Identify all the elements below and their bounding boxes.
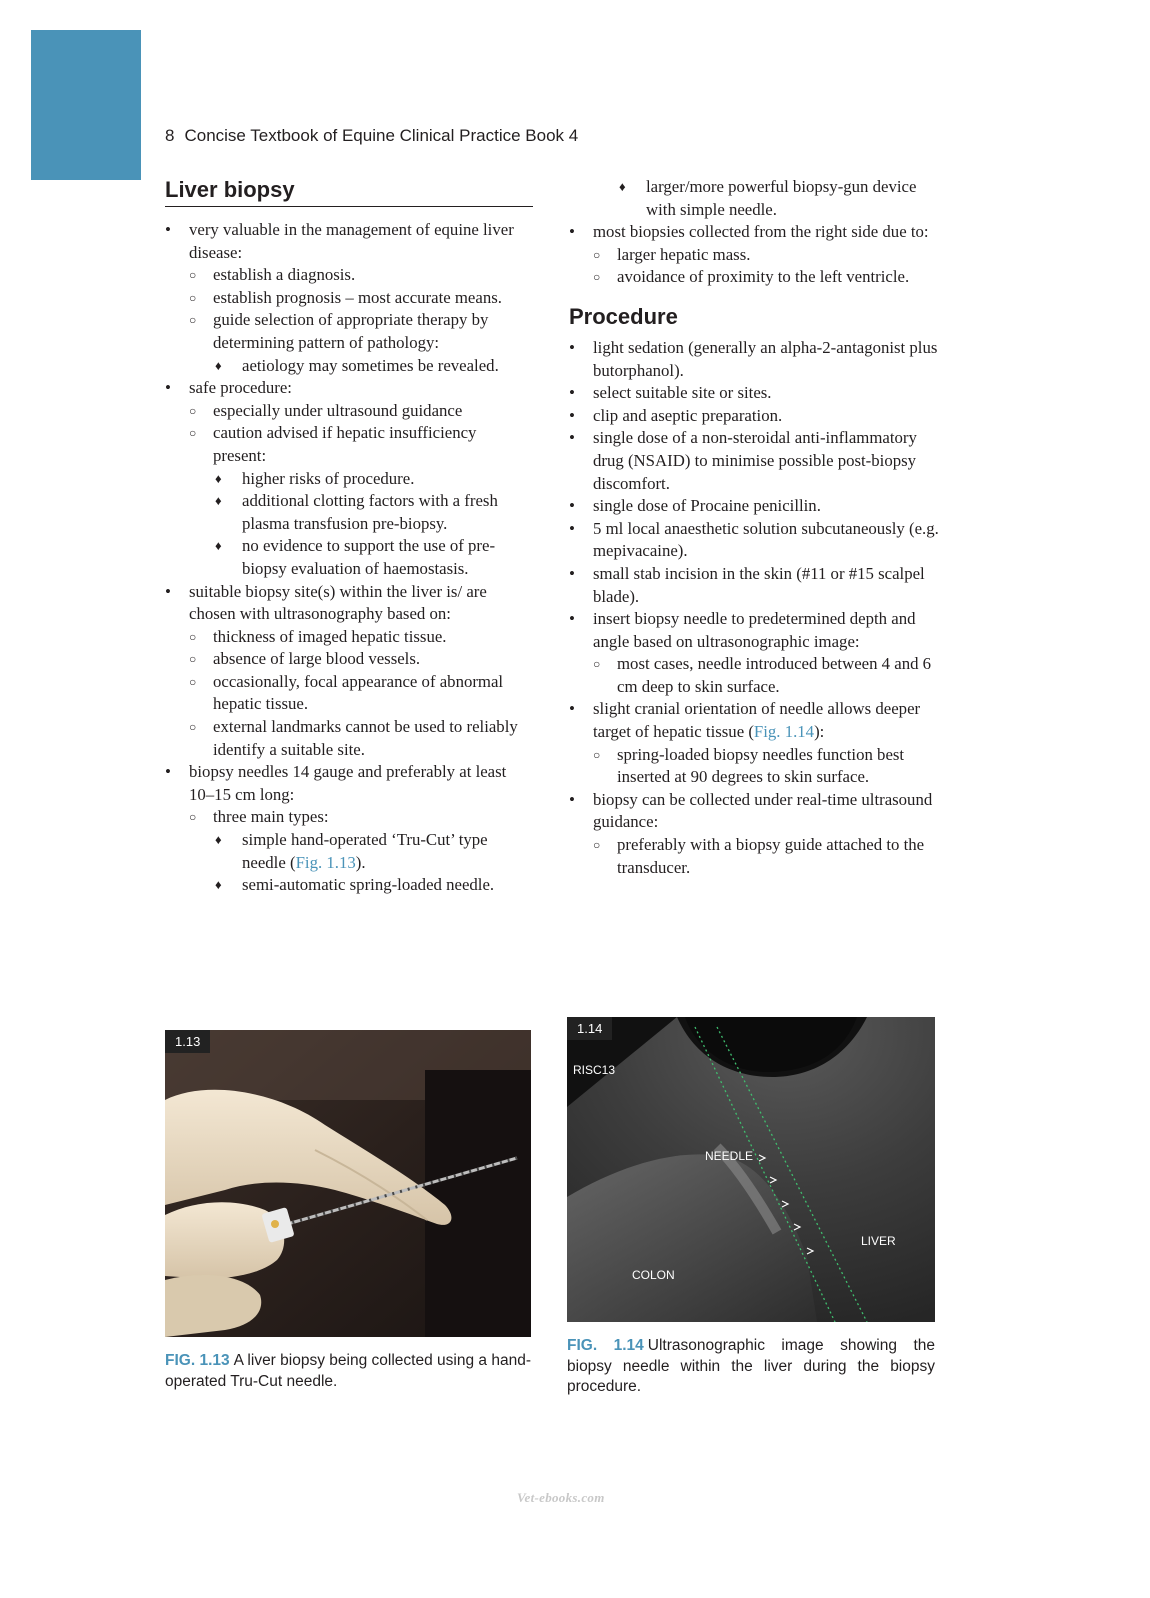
list-item: • 5 ml local anaesthetic solution subcutaneously (e.g. mepivacaine). [569,518,949,563]
section-title-procedure: Procedure [569,303,678,329]
list-item: ○ occasionally, focal appearance of abnormal hepatic tissue. [189,671,533,716]
list-item: ♦ higher risks of procedure. [213,468,533,491]
list-item: ○ most cases, needle introduced between 4 and 6 cm deep to skin surface. [593,653,949,698]
list-item: ♦ aetiology may sometimes be revealed. [213,355,533,378]
list-item: ○ especially under ultrasound guidance [189,400,533,423]
caption-figure-number: FIG. 1.13 [165,1352,230,1369]
list-item: ○ three main types: ♦ simple hand-operated ‘Tru-Cut’ type needle (Fig. 1.13). ♦ semi-automatic spring-loaded needle. [189,806,533,896]
fig-1-13-link[interactable]: Fig. 1.13 [295,852,356,872]
figure-1-14-caption [567,1336,935,1398]
list-item: • biopsy needles 14 gauge and preferably at least 10–15 cm long: ○ three main types: ♦ simple hand-operated ‘Tru-Cut’ type needle (Fig. 1.13). ♦ semi-automatic spring-loaded needle. [165,761,533,897]
list-item: • light sedation (generally an alpha-2-antagonist plus butorphanol). [569,337,949,382]
list-item: ○ preferably with a biopsy guide attached to the transducer. [593,834,949,879]
list-item: • safe procedure: ○ especially under ultrasound guidance ○ caution advised if hepatic insufficiency present: ♦ higher risks of procedure. ♦ additional clotting factors with a fresh plasma transfusion pre-biopsy. ♦ no evidence to support the use of pre-biopsy evaluation of haemostasis. [165,377,533,580]
list-item: ○ thickness of imaged hepatic tissue. [189,626,533,649]
list-item: • single dose of Procaine penicillin. [569,495,949,518]
list-item: ○ external landmarks cannot be used to reliably identify a suitable site. [189,716,533,761]
liver-label: LIVER [861,1234,896,1248]
list-item: ○ absence of large blood vessels. [189,648,533,671]
figure-1-13-photo [165,1030,531,1337]
list-item: ○ larger hepatic mass. [593,244,949,267]
figure-label: 1.13 [165,1030,210,1053]
list-item: • most biopsies collected from the right side due to: ○ larger hepatic mass. ○ avoidance of proximity to the left ventricle. [569,221,949,289]
list-item: ♦ larger/more powerful biopsy-gun device with simple needle. [617,176,949,221]
procedure-list [569,337,949,879]
book-title: Concise Textbook of Equine Clinical Practice Book 4 [184,126,579,145]
continued-list [569,176,949,221]
figure-1-13-caption [165,1351,531,1392]
caption-text: A liver biopsy being collected using a hand-operated Tru-Cut needle. [165,1352,531,1390]
right-column [569,176,949,879]
list-item: ○ caution advised if hepatic insufficiency present: ♦ higher risks of procedure. ♦ additional clotting factors with a fresh plasma transfusion pre-biopsy. ♦ no evidence to support the use of pre-biopsy evaluation of haemostasis. [189,422,533,580]
watermark-logo: Vet-ebooks.com [517,1490,605,1505]
list-item: ○ avoidance of proximity to the left ventricle. [593,266,949,289]
section-title-liver-biopsy: Liver biopsy [165,176,533,207]
page-number: 8 [165,126,175,145]
list-item: • small stab incision in the skin (#11 or #15 scalpel blade). [569,563,949,608]
colon-label: COLON [632,1268,675,1282]
list-item: • insert biopsy needle to predetermined depth and angle based on ultrasonographic image: ○ most cases, needle introduced between 4 and 6 cm deep to skin surface. [569,608,949,698]
list-item: ○ spring-loaded biopsy needles function best inserted at 90 degrees to skin surface. [593,744,949,789]
left-column [165,176,533,897]
list-item: • select suitable site or sites. [569,382,949,405]
biopsy-photo-illustration [165,1030,531,1337]
liver-biopsy-list [165,219,533,897]
running-header [165,126,578,146]
list-item: ♦ simple hand-operated ‘Tru-Cut’ type needle (Fig. 1.13). [213,829,533,874]
list-item: • single dose of a non-steroidal anti-inflammatory drug (NSAID) to minimise possible post-biopsy discomfort. [569,427,949,495]
list-item: ♦ additional clotting factors with a fresh plasma transfusion pre-biopsy. [213,490,533,535]
needle-label: NEEDLE [705,1149,754,1163]
figure-1-14-ultrasound [567,1017,935,1322]
list-item: ♦ no evidence to support the use of pre-biopsy evaluation of haemostasis. [213,535,533,580]
list-item: • very valuable in the management of equine liver disease: ○ establish a diagnosis. ○ establish prognosis – most accurate means. ○ guide selection of appropriate therapy by determining pattern of pathology: ♦ aetiology may sometimes be revealed. [165,219,533,377]
list-item: ○ guide selection of appropriate therapy by determining pattern of pathology: ♦ aetiology may sometimes be revealed. [189,309,533,377]
fig-1-14-link[interactable]: Fig. 1.14 [753,722,815,742]
chapter-color-tab [31,30,141,180]
device-label: RISC13 [573,1063,616,1077]
caption-text: Ultrasonographic image showing the biopsy needle within the liver during the biopsy procedure. [567,1337,935,1395]
list-item: ♦ semi-automatic spring-loaded needle. [213,874,533,897]
ultrasound-image-illustration [567,1017,935,1322]
list-item: • suitable biopsy site(s) within the liver is/ are chosen with ultrasonography based on: ○ thickness of imaged hepatic tissue. ○ absence of large blood vessels. ○ occasionally, focal appearance of abnormal hepatic tissue. ○ external landmarks cannot be used to reliably identify a suitable site. [165,581,533,762]
list-item: • biopsy can be collected under real-time ultrasound guidance: ○ preferably with a biopsy guide attached to the transducer. [569,789,949,879]
list-item: • clip and aseptic preparation. [569,405,949,428]
caption-figure-number: FIG. 1.14 [567,1337,644,1354]
list-item: ○ establish prognosis – most accurate means. [189,287,533,310]
figure-label: 1.14 [567,1017,612,1040]
list-item: • slight cranial orientation of needle allows deeper target of hepatic tissue (Fig. 1.14): ○ spring-loaded biopsy needles function best inserted at 90 degrees to skin surface. [569,698,949,788]
list-item: ○ establish a diagnosis. [189,264,533,287]
